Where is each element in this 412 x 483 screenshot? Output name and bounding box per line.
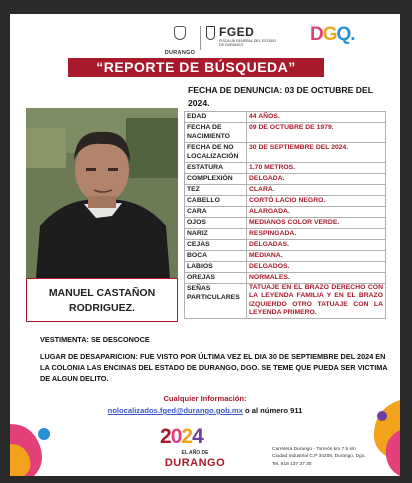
state-logo-text: DURANGO <box>164 50 196 56</box>
year-digit: 0 <box>170 425 182 448</box>
person-name-line-1: MANUEL CASTAÑON <box>48 287 156 299</box>
contact-email-link[interactable]: nolocalizados.fged@durango.gob.mx <box>107 406 243 415</box>
detail-value: 09 DE OCTUBRE DE 1979. <box>247 123 386 143</box>
detail-value: 1.70 METROS. <box>247 162 386 173</box>
footer-state-name: DURANGO <box>164 457 226 469</box>
dgq-letter-q: Q. <box>336 24 355 45</box>
person-name-box <box>26 278 178 322</box>
fged-subtitle: FISCALÍA GENERAL DEL ESTADO DE DURANGO <box>219 39 277 47</box>
detail-label: FECHA DE NACIMIENTO <box>185 123 247 143</box>
detail-label: BOCA <box>185 250 247 261</box>
year-caption: EL AÑO DE <box>181 450 209 456</box>
contact-line <box>10 406 400 415</box>
detail-label: CARA <box>185 206 247 217</box>
table-row <box>185 173 386 184</box>
decorative-corner-left <box>10 420 56 476</box>
detail-label: COMPLEXIÓN <box>185 173 247 184</box>
detail-label: FECHA DE NO LOCALIZACIÓN <box>185 142 247 162</box>
detail-value: 44 AÑOS. <box>247 112 386 123</box>
detail-label: NARIZ <box>185 228 247 239</box>
header <box>10 20 400 60</box>
person-details-table <box>184 111 386 319</box>
table-row <box>185 228 386 239</box>
footer-address <box>272 446 392 468</box>
fged-name: FGED <box>219 25 255 39</box>
address-line: Ciudad Industrial C.P 34208, Durango, Dgo. <box>272 454 366 460</box>
detail-value: ALARGADA. <box>247 206 386 217</box>
detail-value: RESPINGADA. <box>247 228 386 239</box>
year-digit: 4 <box>192 425 203 448</box>
report-title: “REPORTE DE BÚSQUEDA” <box>68 58 324 77</box>
year-digit: 2 <box>160 425 171 448</box>
state-government-logo <box>162 26 198 59</box>
detail-value: MEDIANA. <box>247 250 386 261</box>
table-row <box>185 162 386 173</box>
table-row <box>185 239 386 250</box>
detail-value: DELGADOS. <box>247 261 386 272</box>
detail-label: EDAD <box>185 112 247 123</box>
table-row <box>185 195 386 206</box>
table-row <box>185 142 386 162</box>
missing-person-flyer <box>10 14 400 476</box>
report-date: FECHA DE DENUNCIA: 03 DE OCTUBRE DEL 2024. <box>188 85 373 108</box>
dgq-logo <box>310 24 355 46</box>
clothing-text: VESTIMENTA: SE DESCONOCE <box>40 335 150 344</box>
year-2024-logo <box>160 426 203 448</box>
table-row <box>185 206 386 217</box>
contact-title: Cualquier Información: <box>163 394 247 403</box>
dgq-letter-d: D <box>310 24 323 45</box>
disappearance-place-text: LUGAR DE DESAPARICION: FUE VISTO POR ÚLTIMA VEZ EL DIA 30 DE SEPTIEMBRE DEL 2024 EN LA COLONIA LAS ENCINAS DEL ESTADO DE DURANGO, DGO. SE TEME QUE PUEDA SER VICTIMA DE ALGUN DELITO. <box>40 352 388 383</box>
detail-value: CORTÓ LACIO NEGRO. <box>247 195 386 206</box>
state-crest-icon <box>174 26 186 40</box>
detail-label: TEZ <box>185 184 247 195</box>
detail-label: ESTATURA <box>185 162 247 173</box>
address-line: Carretera Durango - Torreón km 7.5 s/n <box>272 447 356 452</box>
detail-value: CLARA. <box>247 184 386 195</box>
detail-label: SEÑAS PARTICULARES <box>185 283 247 318</box>
detail-label: LABIOS <box>185 261 247 272</box>
address-line: Tel. 618 137 37 30 <box>272 461 312 467</box>
year-digit: 2 <box>181 425 193 448</box>
shield-icon <box>206 26 215 40</box>
person-photo <box>26 108 178 278</box>
contact-connector: o al número <box>242 406 291 415</box>
detail-label: OREJAS <box>185 272 247 283</box>
detail-label: CABELLO <box>185 195 247 206</box>
detail-value: DELGADAS. <box>247 239 386 250</box>
table-row <box>185 261 386 272</box>
table-row <box>185 184 386 195</box>
table-row <box>185 112 386 123</box>
detail-value: TATUAJE EN EL BRAZO DERECHO CON LA LEYENDA FAMILIA Y EN EL BRAZO IZQUIERDO OTRO TATUAJE CON LA LEYENDA PRIMERO. <box>247 283 386 318</box>
detail-label: CEJAS <box>185 239 247 250</box>
table-row <box>185 217 386 228</box>
dgq-letter-g: G <box>322 24 337 45</box>
table-row <box>185 250 386 261</box>
detail-value: DELGADA. <box>247 173 386 184</box>
detail-value: MEDIANOS COLOR VERDE. <box>247 217 386 228</box>
detail-label: OJOS <box>185 217 247 228</box>
person-name-line-2: RODRIGUEZ. <box>69 302 135 314</box>
header-divider <box>200 26 201 50</box>
table-row <box>185 123 386 143</box>
table-row <box>185 283 386 318</box>
contact-phone: 911 <box>290 406 303 415</box>
person-photo-illustration <box>26 108 178 278</box>
detail-value: 30 DE SEPTIEMBRE DEL 2024. <box>247 142 386 162</box>
table-row <box>185 272 386 283</box>
detail-value: NORMALES. <box>247 272 386 283</box>
